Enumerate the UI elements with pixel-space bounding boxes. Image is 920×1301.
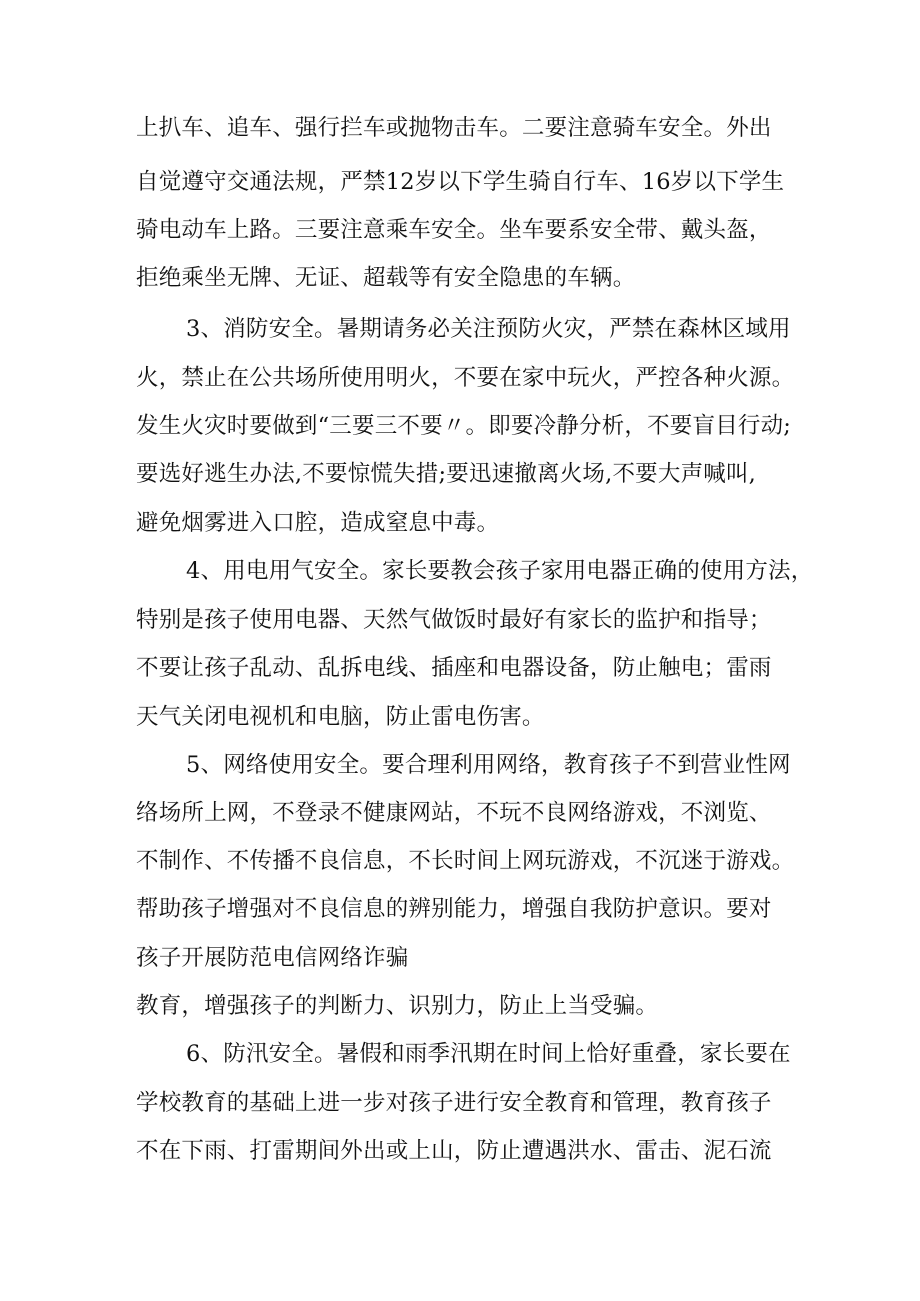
text-line: 自觉遵守交通法规，严禁12岁以下学生骑自行车、16岁以下学生 bbox=[136, 169, 785, 195]
paragraph-start-line: 5、网络使用安全。要合理利用网络，教育孩子不到营业性网 bbox=[186, 752, 791, 778]
text-line: 骑电动车上路。三要注意乘车安全。坐车要系安全带、戴头盔， bbox=[136, 217, 772, 243]
text-line: 帮助孩子增强对不良信息的辨别能力，增强自我防护意识。要对 bbox=[136, 896, 772, 922]
text-line: 天气关闭电视机和电脑，防止雷电伤害。 bbox=[136, 704, 545, 730]
text-line: 发生火灾时要做到“三要三不要〃。即要冷静分析，不要盲目行动; bbox=[136, 413, 792, 439]
text-line: 孩子开展防范电信网络诈骗 bbox=[136, 945, 409, 971]
text-line: 学校教育的基础上进一步对孩子进行安全教育和管理，教育孩子 bbox=[136, 1090, 772, 1116]
paragraph-start-line: 3、消防安全。暑期请务必关注预防火灾，严禁在森林区域用 bbox=[186, 316, 791, 342]
paragraph-start-line: 6、防汛安全。暑假和雨季汛期在时间上恰好重叠，家长要在 bbox=[186, 1041, 791, 1067]
text-line: 避免烟雾进入口腔，造成窒息中毒。 bbox=[136, 510, 500, 536]
text-line: 教育，增强孩子的判断力、识别力，防止上当受骗。 bbox=[136, 993, 659, 1019]
text-line: 特别是孩子使用电器、天然气做饭时最好有家长的监护和指导； bbox=[136, 607, 772, 633]
text-line: 火，禁止在公共场所使用明火，不要在家中玩火，严控各种火源。 bbox=[136, 365, 795, 391]
paragraph-start-line: 4、用电用气安全。家长要教会孩子家用电器正确的使用方法， bbox=[186, 558, 814, 584]
text-line: 不要让孩子乱动、乱拆电线、插座和电器设备，防止触电；雷雨 bbox=[136, 655, 772, 681]
text-line: 不制作、不传播不良信息，不长时间上网玩游戏，不沉迷于游戏。 bbox=[136, 848, 795, 874]
text-line: 络场所上网，不登录不健康网站，不玩不良网络游戏，不浏览、 bbox=[136, 800, 772, 826]
text-line: 拒绝乘坐无牌、无证、超载等有安全隐患的车辆。 bbox=[136, 265, 636, 291]
text-line: 上扒车、追车、强行拦车或抛物击车。二要注意骑车安全。外出 bbox=[136, 115, 772, 141]
text-line: 要选好逃生办法,不要惊慌失措;要迅速撤离火场,不要大声喊叫, bbox=[136, 461, 757, 487]
text-line: 不在下雨、打雷期间外出或上山，防止遭遇洪水、雷击、泥石流 bbox=[136, 1138, 772, 1164]
